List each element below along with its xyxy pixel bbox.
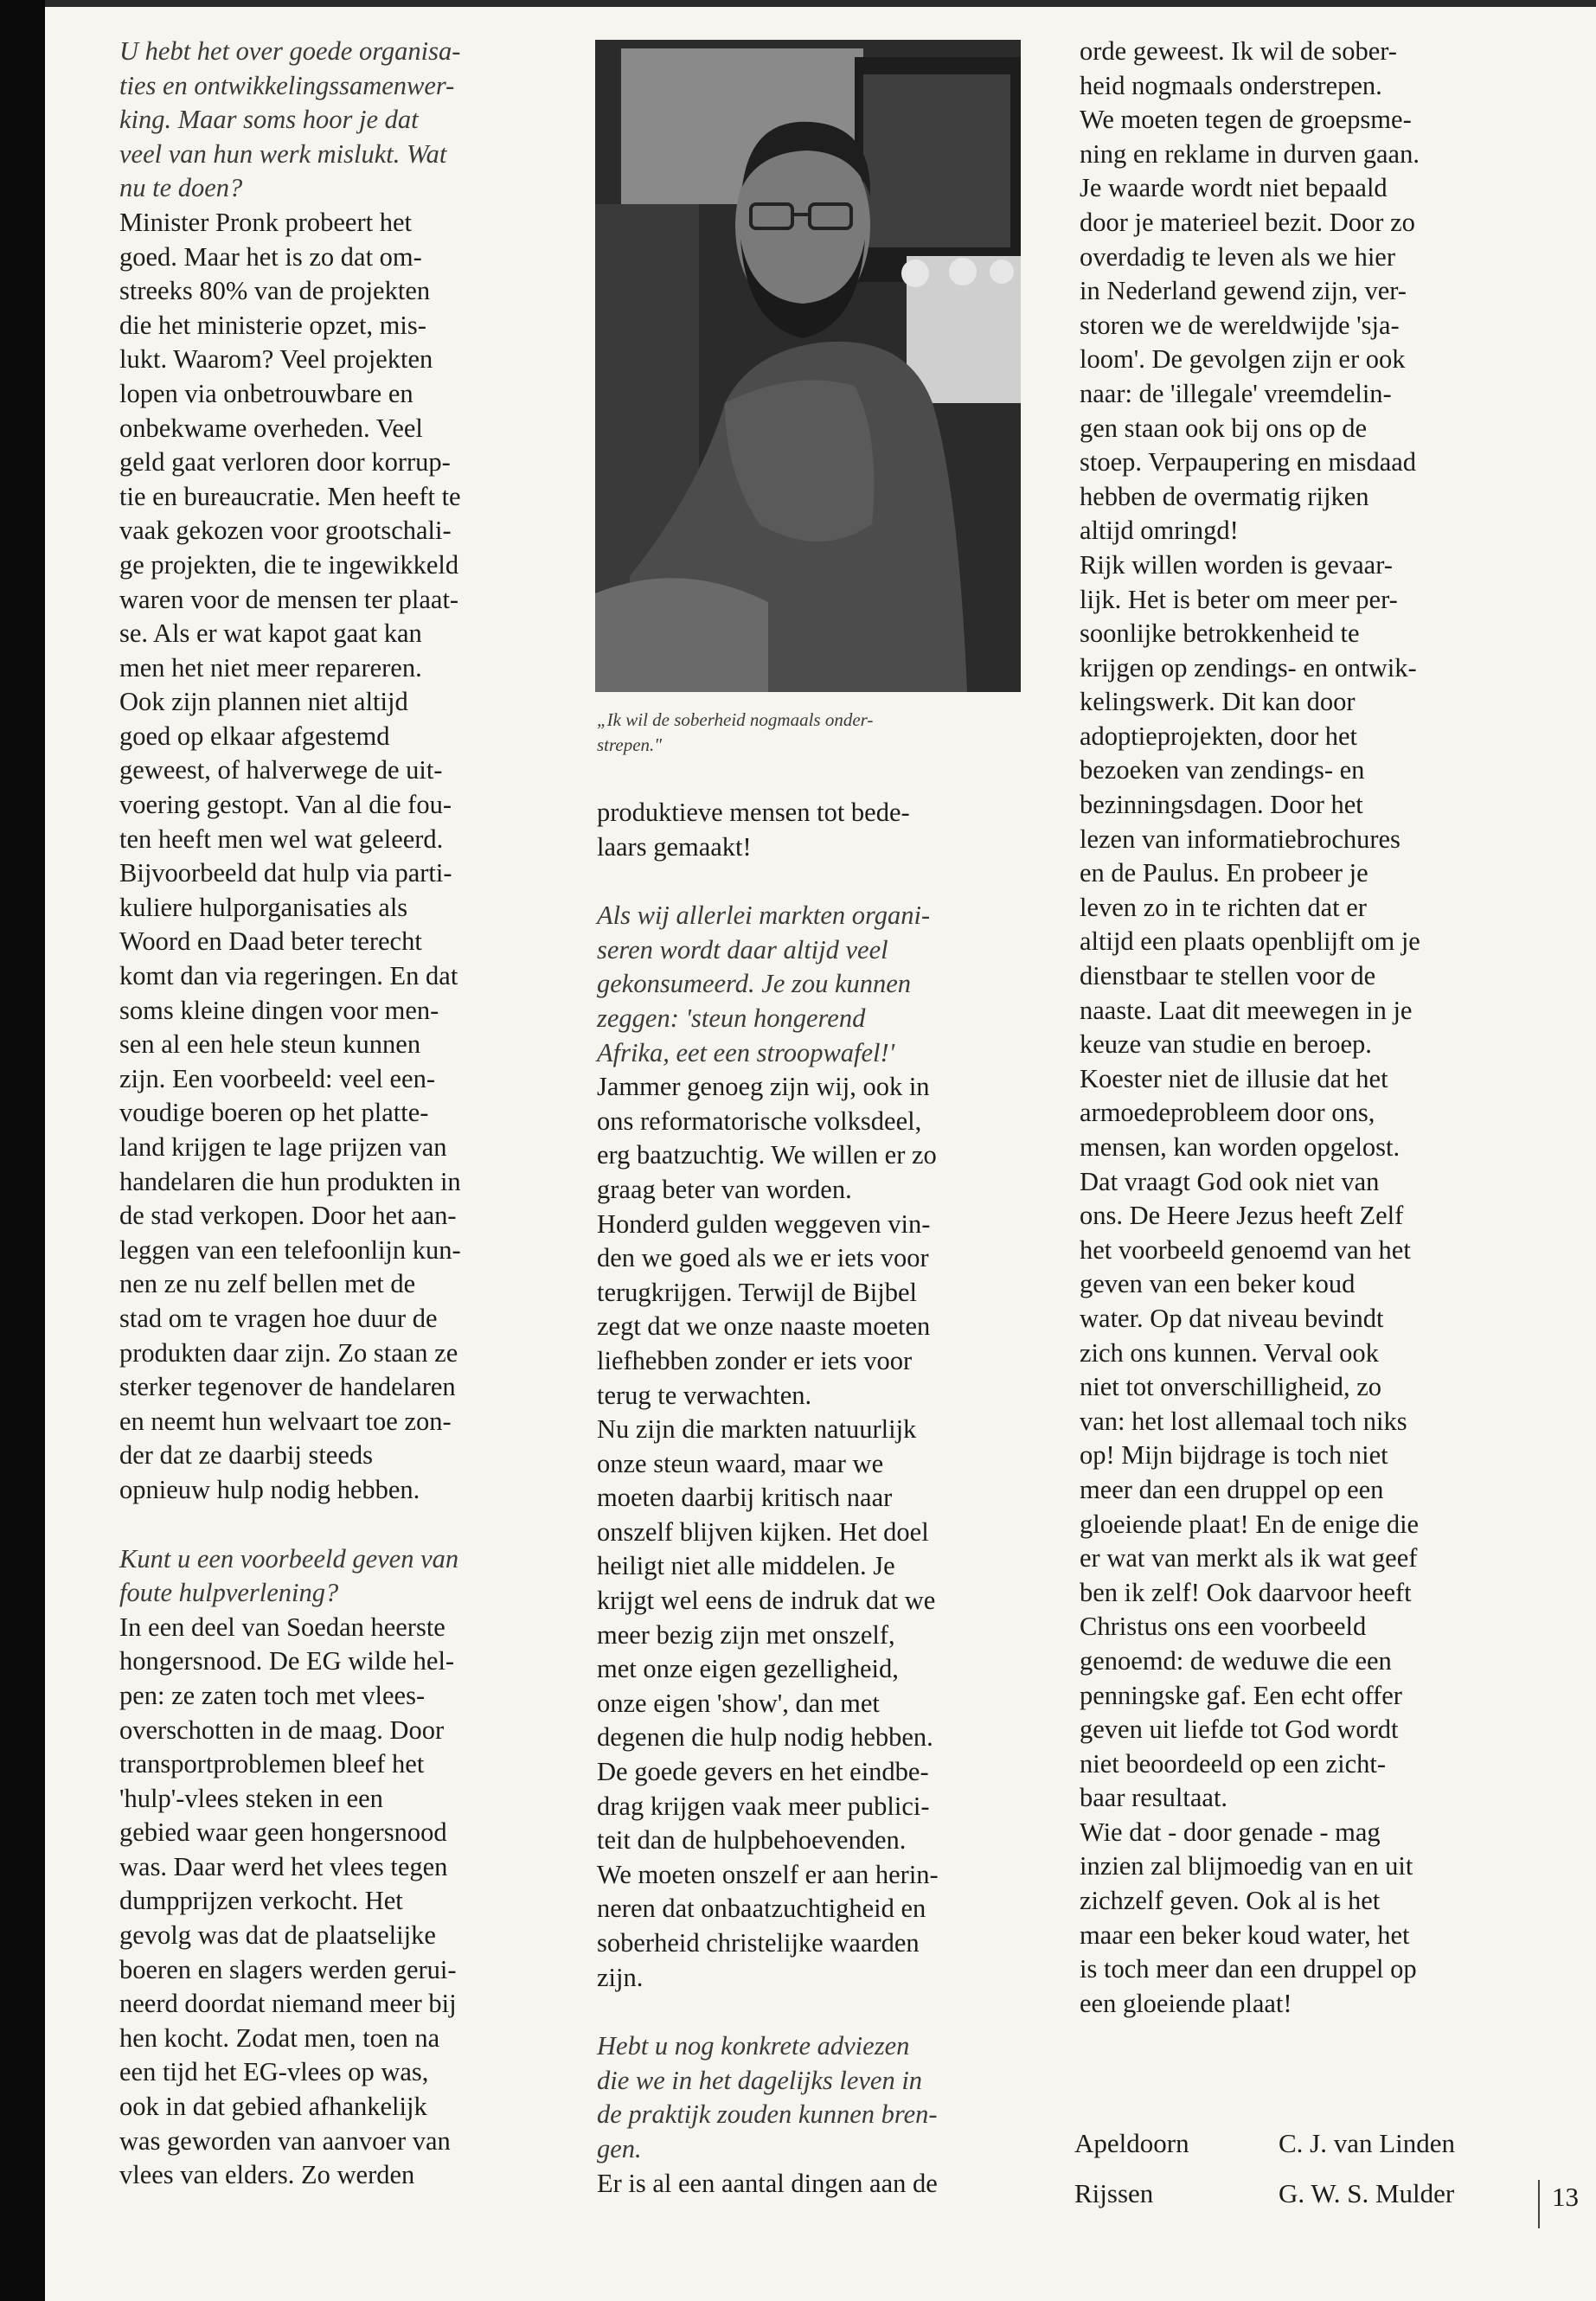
column-2 xyxy=(597,796,1014,2201)
interview-question: Als wij allerlei markten organi- seren wordt daar altijd veel gekonsumeerd. Je zou kunnen zeggen: 'steun hongerend Afrika, eet een stroopwafel!' xyxy=(597,901,931,1067)
signature-line xyxy=(1074,2128,1507,2163)
interview-answer: Jammer genoeg zijn wij, ook in ons reformatorische volksdeel, erg baatzuchtig. We willen er zo graag beter van worden. Honderd gulden weggeven vin- den we goed als we er iets voor terugkrijgen. Terwijl de Bijbel zegt dat we onze naaste moeten liefhebben zonder er iets voor terug te verwachten. Nu zijn die markten natuurlijk onze steun waard, maar we moeten daarbij kritisch naar onszelf blijven kijken. Het doel heiligt niet alle middelen. Je krijgt wel eens de indruk dat we meer bezig zijn met onszelf, met onze eigen gezelligheid, onze eigen 'show', dan met degenen die hulp nodig hebben. De goede gevers en het eindbe- drag krijgen vaak meer publici- teit dan de hulpbehoevenden. We moeten onszelf er aan herin- neren dat onbaatzuchtigheid en soberheid christelijke waarden zijn. xyxy=(597,1072,939,1992)
scan-edge-shadow xyxy=(0,0,45,2301)
column-3 xyxy=(1080,35,1495,2021)
signature-city: Apeldoorn xyxy=(1074,2128,1189,2158)
page-number: 13 xyxy=(1538,2180,1579,2228)
signature-name: C. J. van Linden xyxy=(1279,2128,1456,2158)
column-1 xyxy=(119,35,536,2193)
portrait-photo xyxy=(595,40,1021,692)
interview-question: U hebt het over goede organisa- ties en ontwikkelingssamenwer- king. Maar soms hoor je dat veel van hun werk mislukt. Wat nu te doen? xyxy=(119,36,461,203)
interview-answer: produktieve mensen tot bede- laars gemaakt! xyxy=(597,798,910,862)
interview-answer: In een deel van Soedan heerste hongersnood. De EG wilde hel- pen: ze zaten toch met vlees- overschotten in de maag. Door transportproblemen bleef het 'hulp'-vlees steken in een gebied waar geen hongersnood was. Daar werd het vlees tegen dumpprijzen verkocht. Het gevolg was dat de plaatselijke boeren en slagers werden gerui- neerd doordat niemand meer bij hen kocht. Zodat men, toen na een tijd het EG-vlees op was, ook in dat gebied afhankelijk was geworden van aanvoer van vlees van elders. Zo werden xyxy=(119,1612,457,2190)
interview-answer: orde geweest. Ik wil de sober- heid nogmaals onderstrepen. We moeten tegen de groepsme- ning en reklame in durven gaan. Je waarde wordt niet bepaald door je materieel bezit. Door zo overdadig te leven als we hier in Nederland gewend zijn, ver- storen we de wereldwijde 'sja- loom'. De gevolgen zijn er ook naar: de 'illegale' vreemdelin- gen staan ook bij ons op de stoep. Verpaupering en misdaad hebben de overmatig rijken altijd omringd! Rijk willen worden is gevaar- lijk. Het is beter om meer per- soonlijke betrokkenheid te krijgen op zendings- en ontwik- kelingswerk. Dit kan door adoptieprojekten, door het bezoeken van zendings- en bezinningsdagen. Door het lezen van informatiebrochures en de Paulus. En probeer je leven zo in te richten dat er altijd een plaats openblijft om je dienstbaar te stellen voor de naaste. Laat dit meewegen in je keuze van studie en beroep. Koester niet de illusie dat het armoedeprobleem door ons, mensen, kan worden opgelost. Dat vraagt God ook niet van ons. De Heere Jezus heeft Zelf het voorbeeld genoemd van het geven van een beker koud water. Op dat niveau bevindt zich ons kunnen. Verval ook niet tot onverschilligheid, zo van: het lost allemaal toch niks op! Mijn bijdrage is toch niet meer dan een druppel op een gloeiende plaat! En de enige die er wat van merkt als ik wat geef ben ik zelf! Ook daarvoor heeft Christus ons een voorbeeld genoemd: de weduwe die een penningske gaf. Een echt offer geven uit liefde tot God wordt niet beoordeeld op een zicht- baar resultaat. Wie dat - door genade - mag inzien zal blijmoedig van en uit zichzelf geven. Ook al is het maar een beker koud water, het is toch meer dan een druppel op een gloeiende plaat! xyxy=(1080,36,1420,2018)
interview-question: Kunt u een voorbeeld geven van foute hulpverlening? xyxy=(119,1543,459,1608)
photo-caption: „Ik wil de soberheid nogmaals onder- strepen." xyxy=(597,709,874,755)
scan-top-edge xyxy=(45,0,1596,7)
signature-city: Rijssen xyxy=(1074,2178,1154,2208)
signature-line xyxy=(1074,2178,1507,2213)
signature-name: G. W. S. Mulder xyxy=(1279,2178,1455,2208)
interview-answer: Er is al een aantal dingen aan de xyxy=(597,2168,938,2198)
interview-answer: Minister Pronk probeert het goed. Maar het is zo dat om- streeks 80% van de projekten die het ministerie opzet, mis- lukt. Waarom? Veel projekten lopen via onbetrouwbare en onbekwame overheden. Veel geld gaat verloren door korrup- tie en bureaucratie. Men heeft te vaak gekozen voor grootschali- ge projekten, die te ingewikkeld waren voor de mensen ter plaat- se. Als er wat kapot gaat kan men het niet meer repareren. Ook zijn plannen niet altijd goed op elkaar afgestemd geweest, of halverwege de uit- voering gestopt. Van al die fou- ten heeft men wel wat geleerd. Bijvoorbeeld dat hulp via parti- kuliere hulporganisaties als Woord en Daad beter terecht komt dan via regeringen. En dat soms kleine dingen voor men- sen al een hele steun kunnen zijn. Een voorbeeld: veel een- voudige boeren op het platte- land krijgen te lage prijzen van handelaren die hun produkten in de stad verkopen. Door het aan- leggen van een telefoonlijn kun- nen ze nu zelf bellen met de stad om te vragen hoe duur de produkten daar zijn. Zo staan ze sterker tegenover de handelaren en neemt hun welvaart toe zon- der dat ze daarbij steeds opnieuw hulp nodig hebben. xyxy=(119,207,461,1504)
interview-question: Hebt u nog konkrete adviezen die we in het dagelijks leven in de praktijk zouden kunnen bren- gen. xyxy=(597,2031,938,2163)
